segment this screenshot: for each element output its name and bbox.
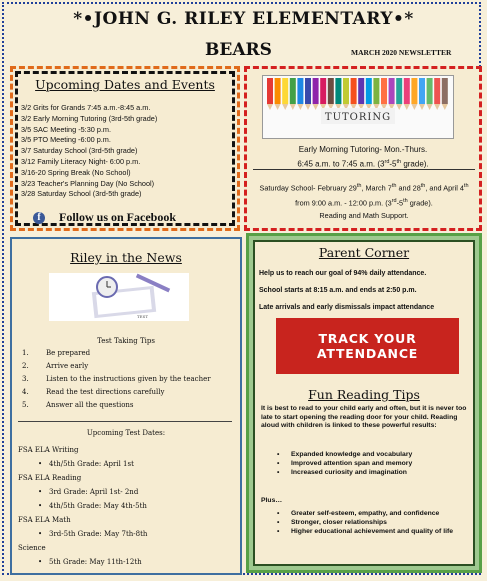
parent-corner-title: Parent Corner [318, 245, 410, 260]
list-item: 3/2 Early Morning Tutoring (3rd-5th grade) [21, 113, 158, 123]
pencil-shape [411, 78, 417, 104]
list-item: • Greater self-esteem, empathy, and confidence [277, 509, 476, 518]
pencil-shape [427, 78, 433, 104]
test-dates-list [18, 443, 147, 569]
pencil-shape [343, 78, 349, 104]
test-image [49, 273, 189, 321]
pencil-shape [290, 78, 296, 104]
pencil-shape [297, 78, 303, 104]
pencil-shape [267, 78, 273, 104]
list-item: 3/23 Teacher's Planning Day (No School) [21, 178, 155, 188]
upcoming-dates-list [21, 103, 157, 200]
facebook-text[interactable]: Follow us on Facebook [59, 210, 177, 224]
list-item: 3/16-20 Spring Break (No School) [21, 167, 131, 177]
pencil-shape [351, 78, 357, 104]
tutoring-time: 6:45 a.m. to 7:45 a.m. (3rd-5th grade). [297, 159, 429, 169]
results-list [277, 450, 476, 477]
fun-reading-intro: It is best to read to your child early and often, but it is never too late to start opening the reading door for your child. Reading aloud with children is linked to these powerful results: [261, 405, 467, 429]
school-hours: School starts at 8:15 a.m. and ends at 2:50 p.m. [259, 287, 417, 294]
parent-corner-inner [253, 240, 475, 566]
newsletter-date: MARCH 2020 NEWSLETTER [351, 48, 452, 57]
pencil-shape [313, 78, 319, 104]
pencil-shape [366, 78, 372, 104]
pencil-shape [373, 78, 379, 104]
upcoming-dates-box [10, 66, 240, 231]
fun-reading-tips-title: Fun Reading Tips [308, 387, 420, 402]
pencil-shape [404, 78, 410, 104]
attendance-goal: Help us to reach our goal of 94% daily attendance. [259, 270, 427, 277]
pencil-shape [442, 78, 448, 104]
pencil-shape [282, 78, 288, 104]
mascot-title: BEARS [205, 40, 272, 60]
pencil-shape [335, 78, 341, 104]
divider [253, 169, 475, 170]
test-dates-title: Upcoming Test Dates: [86, 429, 166, 437]
list-item: 3/5 PTO Meeting -6:00 p.m. [21, 135, 111, 145]
list-item: 3/12 Family Literacy Night- 6:00 p.m. [21, 156, 141, 166]
riley-news-box [10, 237, 242, 575]
facebook-icon[interactable]: f [33, 212, 45, 224]
test-heading: Science [18, 544, 46, 552]
test-heading: FSA ELA Math [18, 516, 71, 524]
list-item: 3/7 Saturday School (3rd-5th grade) [21, 146, 138, 156]
test-date: • 5th Grade: May 11th-12th [18, 555, 147, 569]
test-heading: FSA ELA Writing [18, 446, 79, 454]
pencil-shape [305, 78, 311, 104]
test-date: • 4th/5th Grade: April 1st [18, 457, 147, 471]
tips-list [22, 347, 211, 412]
list-item: • Stronger, closer relationships [277, 518, 476, 527]
news-title: Riley in the News [70, 250, 182, 265]
list-item: 1. Be prepared [22, 349, 91, 357]
tutoring-box [244, 66, 482, 231]
attendance-note: Late arrivals and early dismissals impact attendance [259, 304, 435, 311]
saturday-school-text: Saturday School- February 29th, March 7th and 28th, and April 4th from 9:00 a.m. - 12:00 p.m. (3rd-5th grade). Reading and Math Support. [259, 183, 469, 220]
school-name: *•JOHN G. RILEY ELEMENTARY•* [73, 9, 414, 29]
test-date: • 3rd Grade: April 1st- 2nd [18, 485, 147, 499]
track-attendance-banner [276, 318, 459, 374]
pencil-shape [328, 78, 334, 104]
list-item: 3/28 Saturday School (3rd-5th grade) [21, 189, 142, 199]
upcoming-dates-title: Upcoming Dates and Events [35, 77, 215, 92]
pencil-shape [396, 78, 402, 104]
list-item: 3/2 Grits for Grands 7:45 a.m.-8:45 a.m. [21, 103, 151, 112]
divider [18, 421, 232, 422]
tutoring-text [247, 143, 479, 171]
list-item: • Increased curiosity and imagination [277, 468, 476, 477]
tips-title: Test Taking Tips [97, 337, 155, 345]
tutoring-image [262, 75, 454, 139]
list-item: 2. Arrive early [22, 362, 89, 370]
pencil-shape [434, 78, 440, 104]
pencil-shape [381, 78, 387, 104]
list-item: 5. Answer all the questions [22, 401, 134, 409]
parent-corner-box [246, 233, 482, 573]
pencil-shape [419, 78, 425, 104]
pencil-shape [389, 78, 395, 104]
list-item: • Higher educational achievement and quality of life [277, 527, 476, 536]
test-heading: FSA ELA Reading [18, 474, 82, 482]
pencil-shape [275, 78, 281, 104]
banner-line-1: TRACK YOUR [318, 331, 417, 346]
test-date: • 3rd-5th Grade: May 7th-8th [18, 527, 147, 541]
facebook-link[interactable] [33, 210, 176, 225]
tutoring-image-label: TUTORING [324, 112, 392, 123]
tutoring-days: Early Morning Tutoring- Mon.-Thurs. [298, 145, 428, 154]
pencil-shape [320, 78, 326, 104]
banner-line-2: ATTENDANCE [316, 346, 419, 361]
list-item: • Expanded knowledge and vocabulary [277, 450, 476, 459]
list-item: • Improved attention span and memory [277, 459, 476, 468]
pencil-shape [358, 78, 364, 104]
list-item: 3/5 SAC Meeting -5:30 p.m. [21, 124, 112, 134]
plus-label: Plus… [261, 497, 283, 504]
list-item: 3. Listen to the instructions given by the teacher [22, 375, 211, 383]
list-item: 4. Read the test directions carefully [22, 388, 165, 396]
test-date: • 4th/5th Grade: May 4th-5th [18, 499, 147, 513]
plus-results-list [277, 509, 476, 536]
svg-text:TEST: TEST [137, 314, 148, 319]
